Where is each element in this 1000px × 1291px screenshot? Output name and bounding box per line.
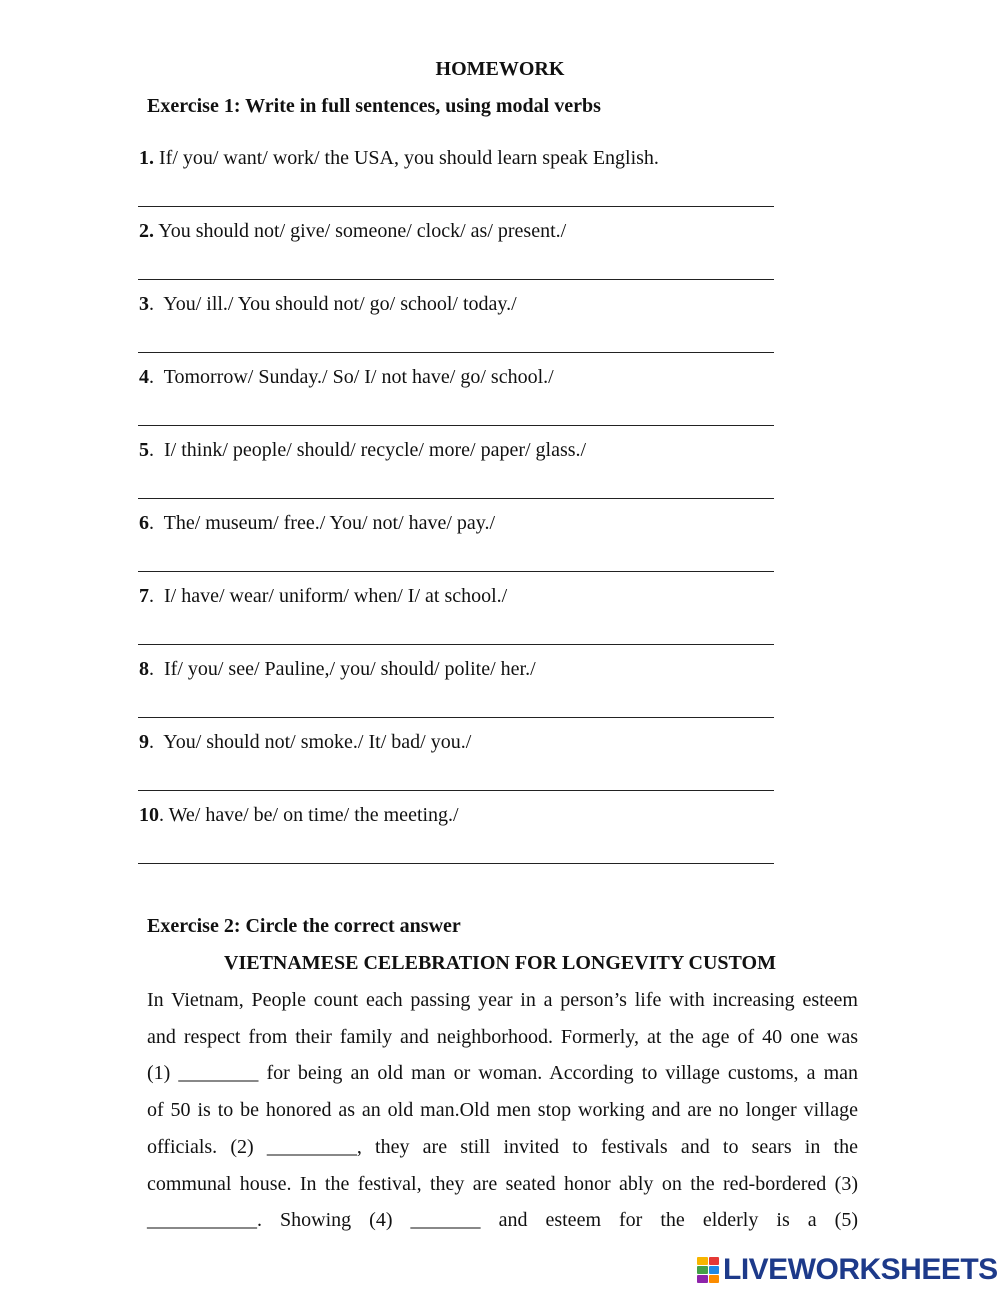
question-text: You should not/ give/ someone/ clock/ as/ present./ xyxy=(154,220,567,242)
passage-line: of 50 is to be honored as an old man.Old men stop working and are no longer village xyxy=(147,1099,858,1122)
logo-text: LIVEWORKSHEETS xyxy=(723,1253,998,1286)
question-number: 2. xyxy=(139,220,154,242)
logo-block xyxy=(697,1275,708,1283)
passage-line: and respect from their family and neighborhood. Formerly, at the age of 40 one was xyxy=(147,1025,858,1048)
answer-line-10[interactable] xyxy=(138,863,774,864)
answer-line-4[interactable] xyxy=(138,425,774,426)
question-1 xyxy=(139,147,659,170)
question-2 xyxy=(139,220,566,243)
question-9 xyxy=(139,731,471,754)
question-text: . I/ have/ wear/ uniform/ when/ I/ at school./ xyxy=(149,585,508,607)
passage-line: ___________. Showing (4) _______ and esteem for the elderly is a (5) xyxy=(147,1209,858,1232)
logo-block xyxy=(709,1257,720,1265)
logo-block xyxy=(709,1275,720,1283)
question-text: . The/ museum/ free./ You/ not/ have/ pay./ xyxy=(149,512,496,534)
question-number: 10 xyxy=(139,804,159,826)
answer-line-1[interactable] xyxy=(138,206,774,207)
answer-line-9[interactable] xyxy=(138,790,774,791)
question-text: . We/ have/ be/ on time/ the meeting./ xyxy=(159,804,459,826)
question-text: . You/ should not/ smoke./ It/ bad/ you./ xyxy=(149,731,472,753)
passage-line: In Vietnam, People count each passing year in a person’s life with increasing esteem xyxy=(147,989,858,1011)
passage-line: (1) ________ for being an old man or woman. According to village customs, a man xyxy=(147,1062,858,1085)
answer-line-7[interactable] xyxy=(138,644,774,645)
question-4 xyxy=(139,366,554,389)
exercise-2-heading: Exercise 2: Circle the correct answer xyxy=(147,915,461,937)
question-text: . If/ you/ see/ Pauline,/ you/ should/ polite/ her./ xyxy=(149,658,536,680)
question-number: 4 xyxy=(139,366,149,388)
answer-line-2[interactable] xyxy=(138,279,774,280)
liveworksheets-logo xyxy=(697,1254,998,1286)
logo-blocks-icon xyxy=(697,1257,719,1283)
answer-line-6[interactable] xyxy=(138,571,774,572)
question-number: 1. xyxy=(139,147,154,169)
exercise-1-heading: Exercise 1: Write in full sentences, using modal verbs xyxy=(147,95,601,117)
question-number: 3 xyxy=(139,293,149,315)
question-number: 7 xyxy=(139,585,149,607)
reading-title: VIETNAMESE CELEBRATION FOR LONGEVITY CUSTOM xyxy=(224,952,776,974)
passage-line: officials. (2) _________, they are still invited to festivals and to sears in the xyxy=(147,1135,858,1158)
question-number: 8 xyxy=(139,658,149,680)
question-text: . I/ think/ people/ should/ recycle/ more/ paper/ glass./ xyxy=(149,439,587,461)
logo-block xyxy=(697,1266,708,1274)
question-text: . Tomorrow/ Sunday./ So/ I/ not have/ go/ school./ xyxy=(149,366,554,388)
question-10 xyxy=(139,804,459,827)
logo-block xyxy=(697,1257,708,1265)
question-7 xyxy=(139,585,507,608)
logo-block xyxy=(709,1266,720,1274)
question-6 xyxy=(139,512,495,535)
page-title: HOMEWORK xyxy=(435,58,565,80)
question-number: 6 xyxy=(139,512,149,534)
question-3 xyxy=(139,293,517,316)
answer-line-3[interactable] xyxy=(138,352,774,353)
reading-passage xyxy=(147,982,858,1239)
question-text: . You/ ill./ You should not/ go/ school/ today./ xyxy=(149,293,517,315)
answer-line-5[interactable] xyxy=(138,498,774,499)
question-number: 5 xyxy=(139,439,149,461)
question-5 xyxy=(139,439,586,462)
question-8 xyxy=(139,658,536,681)
answer-line-8[interactable] xyxy=(138,717,774,718)
question-number: 9 xyxy=(139,731,149,753)
question-text: If/ you/ want/ work/ the USA, you should learn speak English. xyxy=(154,147,659,169)
passage-line: communal house. In the festival, they are seated honor ably on the red-bordered (3) xyxy=(147,1172,858,1195)
